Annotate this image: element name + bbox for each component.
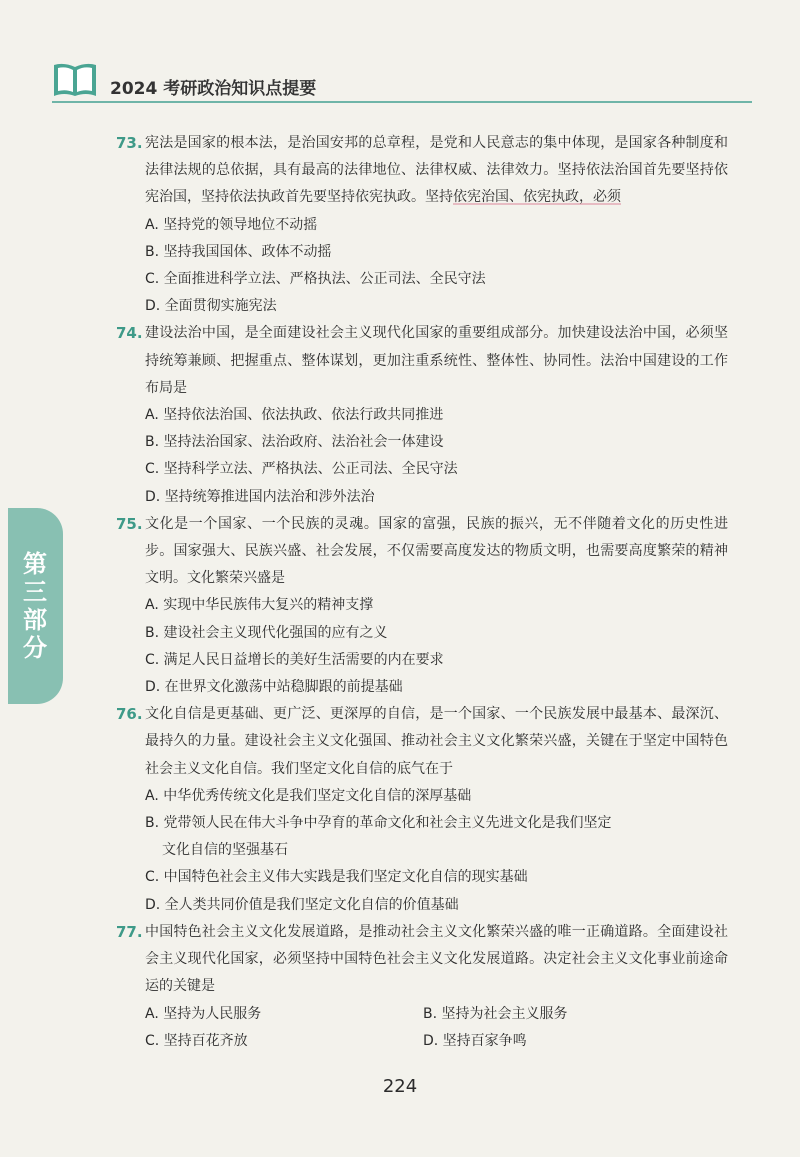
question-77	[116, 919, 728, 1055]
option-a: A. 实现中华民族伟大复兴的精神支撑	[145, 597, 374, 614]
question-number: 77.	[116, 922, 143, 941]
option-a: A. 中华优秀传统文化是我们坚定文化自信的深厚基础	[145, 787, 472, 804]
option-a: A. 坚持依法治国、依法执政、依法行政共同推进	[145, 407, 444, 424]
option-b: B. 党带领人民在伟大斗争中孕育的革命文化和社会主义先进文化是我们坚定	[145, 815, 612, 832]
open-book-icon	[52, 62, 98, 98]
question-stem	[145, 130, 728, 212]
side-tab-label: 第三部分	[23, 549, 47, 662]
question-list	[116, 130, 728, 1055]
option-c: C. 坚持科学立法、严格执法、公正司法、全民守法	[145, 461, 458, 478]
option-c: C. 中国特色社会主义伟大实践是我们坚定文化自信的现实基础	[145, 869, 528, 886]
option-d: D. 在世界文化激荡中站稳脚跟的前提基础	[145, 679, 403, 696]
option-c: C. 坚持百花齐放	[145, 1032, 248, 1049]
header-divider	[52, 101, 752, 103]
option-c: C. 全面推进科学立法、严格执法、公正司法、全民守法	[145, 271, 486, 288]
option-d: D. 全人类共同价值是我们坚定文化自信的价值基础	[145, 896, 459, 913]
option-b: B. 坚持法治国家、法治政府、法治社会一体建设	[145, 434, 444, 451]
question-76	[116, 701, 728, 919]
question-number: 76.	[116, 705, 143, 724]
question-number: 74.	[116, 324, 143, 343]
question-number: 73.	[116, 134, 143, 152]
page-number: 224	[382, 1076, 418, 1097]
question-stem: 文化自信是更基础、更广泛、更深厚的自信，是一个国家、一个民族发展中最基本、最深沉、最持久的力量。建设社会主义文化强国、推动社会主义文化繁荣兴盛，关键在于坚定中国特色社会主义文化自信。我们坚定文化自信的底气在于	[145, 706, 728, 777]
option-b: B. 坚持为社会主义服务	[423, 1005, 568, 1022]
question-73	[116, 130, 728, 320]
question-stem: 建设法治中国，是全面建设社会主义现代化国家的重要组成部分。加快建设法治中国，必须坚持统筹兼顾、把握重点、整体谋划，更加注重系统性、整体性、协同性。法治中国建设的工作布局是	[145, 325, 728, 396]
option-d: D. 全面贯彻实施宪法	[145, 298, 277, 315]
option-b: B. 建设社会主义现代化强国的应有之义	[145, 624, 388, 641]
question-74	[116, 320, 728, 510]
option-c: C. 满足人民日益增长的美好生活需要的内在要求	[145, 651, 444, 668]
stem-underlined-text: 依宪治国、依宪执政，必须	[453, 189, 621, 206]
question-stem: 中国特色社会主义文化发展道路，是推动社会主义文化繁荣兴盛的唯一正确道路。全面建设社会主义现代化国家，必须坚持中国特色社会主义文化发展道路。决定社会主义文化事业前途命运的关键是	[145, 923, 728, 995]
question-number: 75.	[116, 514, 143, 533]
option-b-continued: 文化自信的坚强基石	[162, 842, 288, 859]
header-title: 2024 考研政治知识点提要	[110, 79, 317, 99]
option-a: A. 坚持为人民服务	[145, 1005, 262, 1022]
question-75	[116, 511, 728, 701]
option-b: B. 坚持我国国体、政体不动摇	[145, 243, 332, 260]
option-a: A. 坚持党的领导地位不动摇	[145, 216, 318, 233]
option-d: D. 坚持统筹推进国内法治和涉外法治	[145, 488, 375, 505]
stem-text: 宪法是国家的根本法，是治国安邦的总章程，是党和人民意志的集中体现，是国家各种制度和法律法规的总依据，具有最高的法律地位、法律权威、法律效力。坚持依法治国首先要坚持依宪治国，坚持依法执政首先要坚持依宪执政。坚持	[145, 135, 728, 206]
option-d: D. 坚持百家争鸣	[423, 1032, 527, 1049]
section-side-tab	[8, 508, 63, 704]
options-grid	[145, 1001, 728, 1055]
question-stem: 文化是一个国家、一个民族的灵魂。国家的富强，民族的振兴，无不伴随着文化的历史性进步。国家强大、民族兴盛、社会发展，不仅需要高度发达的物质文明，也需要高度繁荣的精神文明。文化繁荣兴盛是	[145, 515, 728, 587]
